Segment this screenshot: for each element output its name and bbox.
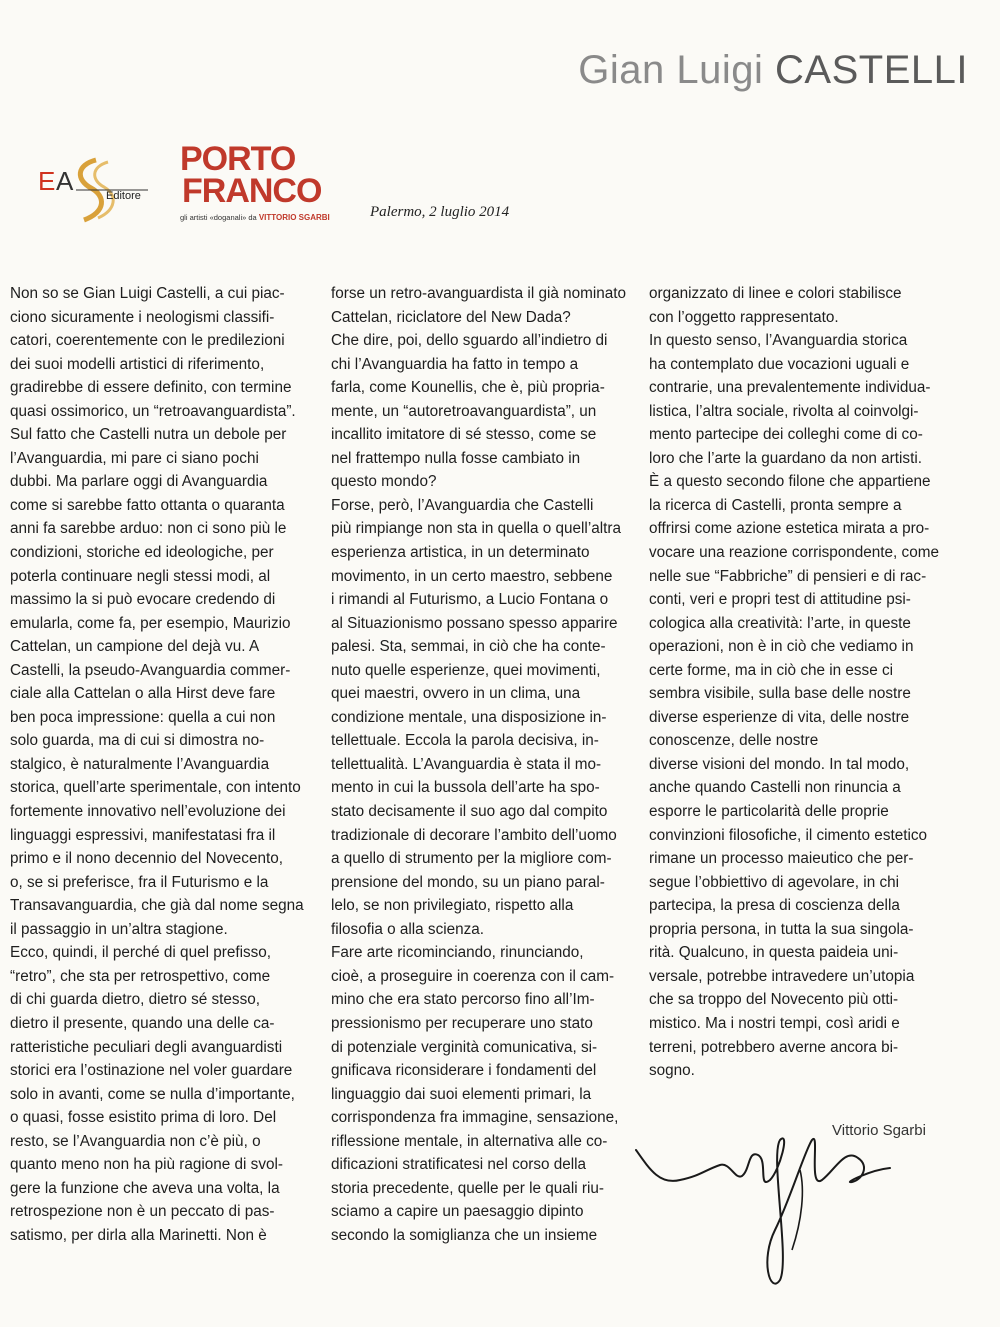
text-line: corrispondenza fra immagine, sensazione, bbox=[331, 1109, 619, 1127]
text-line: o, se si preferisce, fra il Futurismo e la bbox=[10, 873, 269, 891]
text-line: Cattelan, riciclatore del New Dada? bbox=[331, 308, 571, 326]
text-line: storica, quell’arte sperimentale, con intento bbox=[10, 779, 301, 797]
text-line: linguaggio dai suoi elementi primari, la bbox=[331, 1085, 592, 1103]
text-line: gradirebbe di essere definito, con termine bbox=[10, 379, 292, 397]
text-line: ratteristiche peculiari degli avanguardisti bbox=[10, 1038, 283, 1056]
handwritten-signature-icon bbox=[630, 1110, 930, 1300]
signature-name: Vittorio Sgarbi bbox=[832, 1122, 926, 1139]
text-line: listica, l’altra sociale, rivolta al coinvolgi- bbox=[649, 402, 919, 420]
text-line: movimento, in un certo maestro, sebbene bbox=[331, 567, 613, 585]
text-line: Non so se Gian Luigi Castelli, a cui piac- bbox=[10, 285, 285, 302]
text-line: retrospezione non è un peccato di pas- bbox=[10, 1203, 275, 1221]
text-line: rimane un processo maieutico che per- bbox=[649, 850, 914, 868]
text-line: sciamo a capire un paesaggio dipinto bbox=[331, 1203, 584, 1221]
text-line: mistico. Ma i nostri tempi, così aridi e bbox=[649, 1014, 900, 1032]
text-line: con l’oggetto rappresentato. bbox=[649, 308, 839, 326]
text-line: Transavanguardia, che già dal nome segna bbox=[10, 897, 304, 915]
text-line: diverse esperienze di vita, delle nostre bbox=[649, 708, 910, 726]
text-line: storia precedente, quelle per le quali riu- bbox=[331, 1179, 604, 1197]
text-line: pressionismo per recuperare uno stato bbox=[331, 1014, 593, 1032]
text-line: rità. Qualcuno, in questa paideia uni- bbox=[649, 944, 899, 962]
text-line: segue l’obbiettivo di agevolare, in chi bbox=[649, 873, 900, 891]
text-line: poterla continuare negli stessi modi, al bbox=[10, 567, 271, 585]
text-line: sembra visibile, sulla base delle nostre bbox=[649, 685, 911, 703]
text-line: questo mondo? bbox=[331, 473, 437, 491]
title-last-name: CASTELLI bbox=[775, 48, 968, 92]
text-line: sogno. bbox=[649, 1062, 695, 1080]
text-line: dei suoi modelli artistici di riferimento, bbox=[10, 355, 265, 373]
text-line: conti, veri e propri test di attitudine psi- bbox=[649, 591, 911, 609]
text-line: conoscenze, delle nostre bbox=[649, 732, 819, 750]
text-line: È a questo secondo filone che appartiene bbox=[649, 473, 931, 491]
porto-franco-line1: PORTO bbox=[180, 140, 296, 178]
text-line: nel frattempo nulla fosse cambiato in bbox=[331, 449, 581, 467]
text-line: dietro il presente, quando una delle ca- bbox=[10, 1014, 275, 1032]
text-line: filosofia o alla scienza. bbox=[331, 920, 485, 938]
text-line: certe forme, ma in ciò che in esse ci bbox=[649, 661, 893, 679]
text-line: dificazioni stratificatesi nel corso della bbox=[331, 1156, 587, 1174]
text-line: esperienza artistica, in un determinato bbox=[331, 544, 590, 562]
text-line: forse un retro-avanguardista il già nominato bbox=[331, 285, 627, 302]
text-line: diverse visioni del mondo. In tal modo, bbox=[649, 755, 910, 773]
text-line: catori, coerentemente con le predilezioni bbox=[10, 332, 285, 350]
text-line: Fare arte ricominciando, rinunciando, bbox=[331, 944, 584, 962]
text-line: linguaggi espressivi, manifestatasi fra il bbox=[10, 826, 276, 844]
text-line: loro che l’arte la guardano da non artisti. bbox=[649, 449, 922, 467]
text-line: al Situazionismo possano spesso apparire bbox=[331, 614, 618, 632]
text-line: secondo la somiglianza che un insieme bbox=[331, 1226, 598, 1244]
text-line: versale, potrebbe intravedere un’utopia bbox=[649, 967, 915, 985]
eas-editore-label: Editore bbox=[106, 190, 141, 202]
text-line: primo e il nono decennio del Novecento, bbox=[10, 850, 283, 868]
svg-text:A: A bbox=[56, 166, 74, 196]
text-line: farla, come Kounellis, che è, più propria- bbox=[331, 379, 605, 397]
text-line: partecipa, la presa di coscienza della bbox=[649, 897, 900, 915]
text-line: dubbi. Ma parlare oggi di Avanguardia bbox=[10, 473, 268, 491]
text-line: incallito imitatore di sé stesso, come se bbox=[331, 426, 597, 444]
text-column-2 bbox=[331, 282, 636, 1247]
text-line: anche quando Castelli non rinuncia a bbox=[649, 779, 901, 797]
title-first-name: Gian Luigi bbox=[578, 48, 764, 92]
text-line: che sa troppo del Novecento più otti- bbox=[649, 991, 899, 1009]
text-line: quasi ossimorico, un “retroavanguardista”. bbox=[10, 402, 296, 420]
text-line: terreni, potrebbero averne ancora bi- bbox=[649, 1038, 899, 1056]
text-line: mento partecipe dei colleghi come di co- bbox=[649, 426, 923, 444]
text-line: In questo senso, l’Avanguardia storica bbox=[649, 332, 908, 350]
text-line: solo in avanti, come se nulla d’importante, bbox=[10, 1085, 295, 1103]
text-line: quei maestri, ovvero in un clima, una bbox=[331, 685, 581, 703]
text-line: contrarie, una prevalentemente individua- bbox=[649, 379, 931, 397]
text-line: gnificava riconsiderare i fondamenti del bbox=[331, 1062, 597, 1080]
porto-franco-author: VITTORIO SGARBI bbox=[258, 213, 330, 222]
text-line: lelo, se non privilegiato, rispetto alla bbox=[331, 897, 574, 915]
text-line: più rimpiange non sta in quella o quell’altra bbox=[331, 520, 621, 538]
text-line: storici era l’ostinazione nel voler guardare bbox=[10, 1062, 293, 1080]
text-line: cologica alla creatività: l’arte, in queste bbox=[649, 614, 911, 632]
text-line: a quello di strumento per la migliore com- bbox=[331, 850, 612, 868]
text-line: i rimandi al Futurismo, a Lucio Fontana o bbox=[331, 591, 609, 609]
text-line: nelle sue “Fabbriche” di pensieri e di rac- bbox=[649, 567, 927, 585]
text-line: solo guarda, ma di cui si dimostra no- bbox=[10, 732, 265, 750]
porto-franco-tagline bbox=[180, 213, 350, 222]
text-line: mino che era stato percorso fino all’Im- bbox=[331, 991, 595, 1009]
porto-franco-logo bbox=[180, 140, 350, 222]
text-line: riflessione mentale, in alternativa alle co- bbox=[331, 1132, 608, 1150]
text-line: Sul fatto che Castelli nutra un debole per bbox=[10, 426, 287, 444]
text-line: ciono sicuramente i neologismi classifi- bbox=[10, 308, 275, 326]
text-line: operazioni, non è in ciò che vediamo in bbox=[649, 638, 914, 656]
porto-franco-tagline-text: gli artisti «doganali» da bbox=[180, 213, 257, 222]
text-line: chi l’Avanguardia ha fatto in tempo a bbox=[331, 355, 579, 373]
text-line: convinzioni filosofiche, il cimento estetico bbox=[649, 826, 928, 844]
text-line: mento in cui la bussola dell’arte ha spo- bbox=[331, 779, 600, 797]
text-line: Ecco, quindi, il perché di quel prefisso, bbox=[10, 944, 272, 962]
text-line: di potenziale verginità comunicativa, si- bbox=[331, 1038, 598, 1056]
text-line: mente, un “autoretroavanguardista”, un bbox=[331, 402, 597, 420]
text-line: l’Avanguardia, mi pare ci siano pochi bbox=[10, 449, 259, 467]
text-line: stalgico, è naturalmente l’Avanguardia bbox=[10, 755, 270, 773]
text-line: come si sarebbe fatto ottanta o quaranta bbox=[10, 496, 285, 514]
text-line: “retro”, che sta per retrospettivo, come bbox=[10, 967, 271, 985]
porto-franco-line2: FRANCO bbox=[182, 172, 322, 210]
text-line: condizione mentale, una disposizione in- bbox=[331, 708, 607, 726]
text-column-3 bbox=[649, 282, 961, 1083]
text-line: la ricerca di Castelli, pronta sempre a bbox=[649, 496, 902, 514]
text-line: satismo, per dirla alla Marinetti. Non è bbox=[10, 1226, 267, 1244]
text-line: resto, se l’Avanguardia non c’è più, o bbox=[10, 1132, 261, 1150]
svg-text:E: E bbox=[38, 166, 56, 196]
text-line: offrirsi come azione estetica mirata a pro- bbox=[649, 520, 930, 538]
text-line: ha contemplato due vocazioni uguali e bbox=[649, 355, 910, 373]
text-line: stato decisamente il suo ago dal compito bbox=[331, 803, 608, 821]
text-line: il passaggio in un’altra stagione. bbox=[10, 920, 228, 938]
text-line: nuto quelle esperienze, quei movimenti, bbox=[331, 661, 601, 679]
text-line: cioè, a proseguire in coerenza con il cam- bbox=[331, 967, 615, 985]
eas-editore-logo bbox=[36, 140, 156, 230]
eas-logo-icon bbox=[36, 140, 156, 230]
text-line: ciale alla Cattelan o alla Hirst deve fare bbox=[10, 685, 276, 703]
text-line: esporre le particolarità delle proprie bbox=[649, 803, 889, 821]
text-line: condizioni, storiche ed ideologiche, per bbox=[10, 544, 274, 562]
text-line: di chi guarda dietro, dietro sé stesso, bbox=[10, 991, 260, 1009]
text-line: massimo la si può evocare credendo di bbox=[10, 591, 276, 609]
text-line: organizzato di linee e colori stabilisce bbox=[649, 285, 902, 302]
place-date: Palermo, 2 luglio 2014 bbox=[370, 204, 510, 220]
text-line: propria persona, in tutta la sua singola- bbox=[649, 920, 914, 938]
text-line: ben poca impressione: quella a cui non bbox=[10, 708, 276, 726]
text-line: tellettuale. Eccola la parola decisiva, in- bbox=[331, 732, 599, 750]
text-line: Cattelan, un campione del dejà vu. A bbox=[10, 638, 260, 656]
text-line: gere la funzione che aveva una volta, la bbox=[10, 1179, 280, 1197]
text-line: fortemente innovativo nell’evoluzione dei bbox=[10, 803, 286, 821]
text-line: quanto meno non ha più ragione di svol- bbox=[10, 1156, 283, 1174]
text-line: tradizionale di decorare l’ambito dell’uomo bbox=[331, 826, 617, 844]
text-line: palesi. Sta, semmai, in ciò che ha conte- bbox=[331, 638, 606, 656]
text-line: Castelli, la pseudo-Avanguardia commer- bbox=[10, 661, 291, 679]
text-line: tellettualità. L’Avanguardia è stata il mo- bbox=[331, 755, 602, 773]
text-line: vocare una reazione corrispondente, come bbox=[649, 544, 939, 562]
text-line: anni fa sarebbe arduo: non ci sono più le bbox=[10, 520, 287, 538]
text-line: o quasi, fosse esistito prima di loro. Del bbox=[10, 1109, 277, 1127]
text-line: emularla, come fa, per esempio, Maurizio bbox=[10, 614, 291, 632]
text-line: Che dire, poi, dello sguardo all’indietro di bbox=[331, 332, 608, 350]
page-title bbox=[578, 48, 968, 93]
text-column-1 bbox=[10, 282, 322, 1247]
text-line: Forse, però, l’Avanguardia che Castelli bbox=[331, 496, 594, 514]
text-line: prensione del mondo, su un piano paral- bbox=[331, 873, 605, 891]
